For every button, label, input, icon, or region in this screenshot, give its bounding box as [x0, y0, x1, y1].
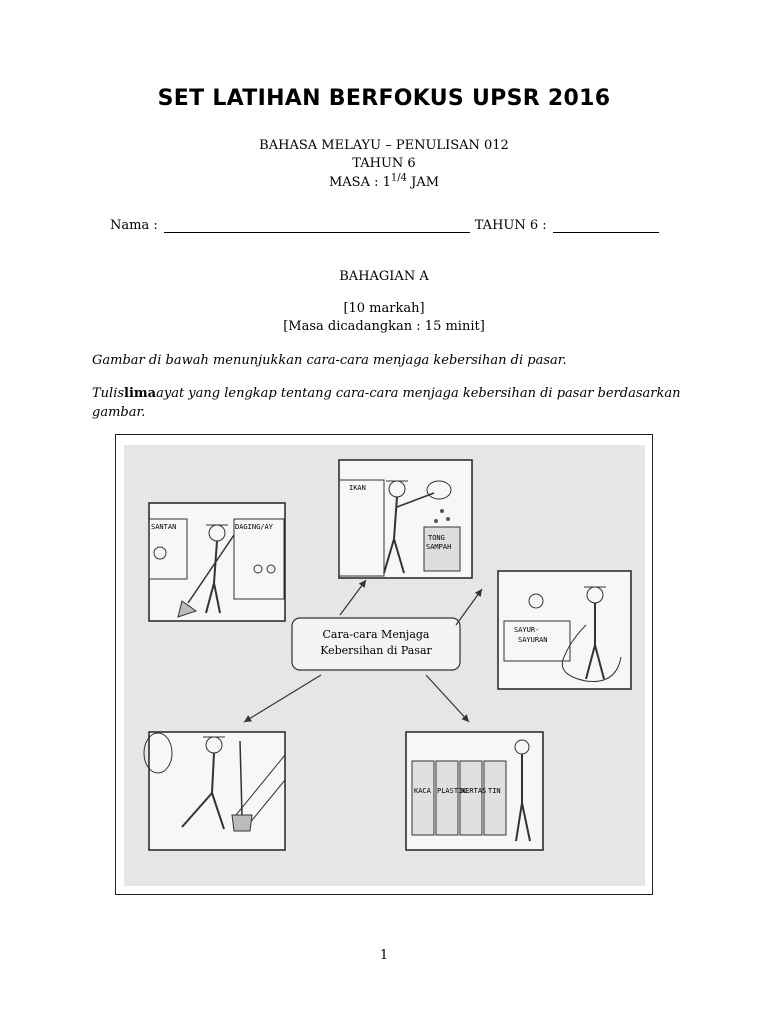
- center-label-box: [292, 618, 460, 670]
- duration-fraction: 1/4: [390, 172, 407, 184]
- instruction-2-bold: lima: [124, 386, 157, 401]
- class-label: TAHUN 6 :: [474, 218, 547, 233]
- sign-sayur-2: SAYURAN: [518, 636, 548, 644]
- illustration: [116, 435, 654, 896]
- bin-label-1: TONG: [428, 534, 445, 542]
- subject-line: BAHASA MELAYU – PENULISAN 012: [259, 138, 509, 153]
- recycle-bin-tin: TIN: [488, 787, 501, 795]
- page-number: 1: [379, 948, 389, 963]
- class-field[interactable]: [553, 218, 659, 233]
- name-field[interactable]: [164, 218, 470, 233]
- scene-watering: [498, 571, 631, 689]
- section-marks: [10 markah]: [343, 301, 425, 316]
- sign-santan: SANTAN: [151, 523, 177, 531]
- recycle-bin-kertas: KERTAS: [461, 787, 487, 795]
- recycle-bin-plastik: PLASTIK: [437, 787, 467, 795]
- section-title: BAHAGIAN A: [339, 269, 429, 284]
- instruction-2-post: ayat yang lengkap tentang cara-cara menjaga kebersihan di pasar berdasarkan gambar.: [92, 386, 681, 420]
- instruction-1: Gambar di bawah menunjukkan cara-cara menjaga kebersihan di pasar.: [92, 353, 567, 368]
- scene-trash: [339, 460, 472, 578]
- name-label: Nama :: [110, 218, 158, 233]
- name-row: [110, 218, 659, 233]
- scene-sweeping: [149, 503, 285, 621]
- duration-line: [0, 172, 768, 190]
- center-label-line1: Cara-cara Menjaga: [322, 628, 430, 641]
- instruction-2-pre: Tulis: [92, 386, 125, 401]
- document-title: SET LATIHAN BERFOKUS UPSR 2016: [157, 86, 611, 111]
- center-label-line2: Kebersihan di Pasar: [320, 644, 432, 657]
- instruction-2: [92, 384, 682, 422]
- sign-ikan: IKAN: [349, 484, 366, 492]
- illustration-frame: [115, 434, 653, 895]
- recycle-bin-kaca: KACA: [414, 787, 431, 795]
- sign-sayur-1: SAYUR-: [514, 626, 540, 634]
- sign-daging: DAGING/AY: [235, 523, 273, 531]
- scene-mopping: [144, 732, 285, 850]
- year-line: TAHUN 6: [352, 156, 416, 171]
- duration-suffix: JAM: [406, 175, 440, 190]
- duration-prefix: MASA : 1: [328, 175, 391, 190]
- scene-recycle: [406, 732, 543, 850]
- bin-label-2: SAMPAH: [426, 543, 452, 551]
- section-time: [Masa dicadangkan : 15 minit]: [283, 319, 485, 334]
